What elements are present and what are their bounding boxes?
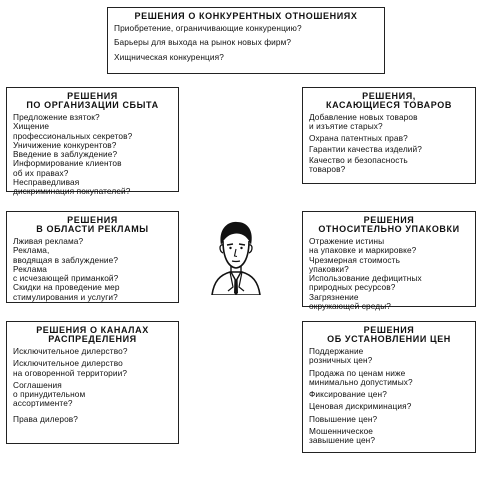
goods-decisions-list [309,113,469,175]
sales-decisions-list [13,113,172,197]
goods-decisions-title: РЕШЕНИЯ, КАСАЮЩИЕСЯ ТОВАРОВ [326,91,452,110]
list-item: Фиксирование цен? [309,389,387,400]
packaging-decisions-title: РЕШЕНИЯ ОТНОСИТЕЛЬНО УПАКОВКИ [318,215,460,234]
advertising-decisions-box [6,211,179,303]
list-item: Гарантии качества изделий? [309,143,422,154]
list-item: Исключительное дилерство? [13,346,128,356]
list-item: Информирование клиентов об их правах? [13,158,122,178]
list-item: Поддержание розничных цен? [309,346,373,366]
sales-decisions-title: РЕШЕНИЯ ПО ОРГАНИЗАЦИИ СБЫТА [26,91,159,110]
list-item: Введение в заблуждение? [13,149,118,160]
businessman-portrait-icon [206,215,266,295]
list-item: Качество и безопасность товаров? [309,155,408,175]
list-item: Уничижение конкурентов? [13,139,117,150]
packaging-decisions-box [302,211,476,312]
list-item: Охрана патентных прав? [309,132,408,143]
pricing-decisions-title: РЕШЕНИЯ ОБ УСТАНОВЛЕНИИ ЦЕН [327,325,451,344]
list-item: Добавление новых товаров и изъятие старых? [309,112,418,132]
list-item: Реклама с исчезающей приманкой? [13,263,119,284]
list-item: Чрезмерная стоимость упаковки? [309,254,401,274]
list-item: Мошенническое завышение цен? [309,426,376,446]
list-item: Предложение взяток? [13,112,100,122]
list-item: Скидки на проведение мер стимулирования и услуги? [13,282,120,302]
list-item: Использование дефицитных природных ресурсов? [309,273,422,293]
competition-decisions-title: РЕШЕНИЯ О КОНКУРЕНТНЫХ ОТНОШЕНИЯХ [134,11,358,21]
list-item: Несправедливая дискриминация покупателей? [13,177,131,197]
pricing-decisions-list [309,347,469,446]
list-item: Хищение профессиональных секретов? [13,121,133,141]
list-item: Исключительное дилерство на оговоренной территории? [13,358,128,378]
sales-decisions-box [6,87,179,197]
list-item: Ценовая дискриминация? [309,401,412,412]
list-item: Отражение истины на упаковке и маркировке? [309,236,417,256]
list-item: Права дилеров? [13,413,79,424]
list-item: Реклама, вводящая в заблуждение? [13,245,119,265]
distribution-channels-box [6,321,179,444]
list-item: Загрязнение окружающей среды? [309,291,391,312]
list-item: Барьеры для выхода на рынок новых фирм? [114,37,292,48]
advertising-decisions-list [13,237,172,302]
distribution-channels-title: РЕШЕНИЯ О КАНАЛАХ РАСПРЕДЕЛЕНИЯ [36,325,149,344]
list-item: Повышение цен? [309,413,378,424]
list-item: Продажа по ценам ниже минимально допустимых? [309,367,413,387]
goods-decisions-box [302,87,476,184]
list-item: Соглашения о принудительном ассортименте? [13,379,86,409]
packaging-decisions-list [309,237,469,311]
pricing-decisions-box [302,321,476,453]
distribution-channels-list [13,347,172,424]
list-item: Приобретение, ограничивающие конкуренцию? [114,23,302,33]
list-item: Лживая реклама? [13,236,84,246]
competition-decisions-box [107,7,385,74]
list-item: Хищническая конкуренция? [114,51,224,62]
advertising-decisions-title: РЕШЕНИЯ В ОБЛАСТИ РЕКЛАМЫ [36,215,149,234]
competition-decisions-list [114,24,378,62]
